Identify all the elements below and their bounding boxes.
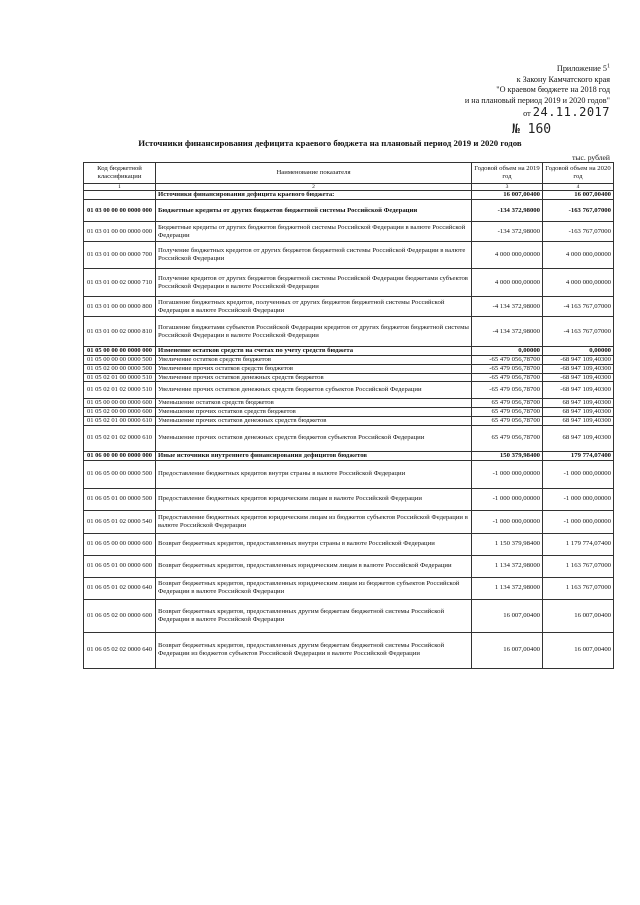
value-2020-cell: 68 947 109,40300	[543, 425, 614, 451]
budget-code-cell	[84, 191, 156, 200]
indicator-name-cell: Увеличение прочих остатков денежных средств бюджетов	[156, 373, 472, 382]
value-2020-cell: -68 947 109,40300	[543, 356, 614, 365]
value-2019-cell: 65 479 056,78700	[472, 425, 543, 451]
budget-code-cell: 01 05 02 01 02 0000 510	[84, 382, 156, 399]
table-row	[84, 200, 614, 222]
indicator-name-cell: Возврат бюджетных кредитов, предоставленных юридическим лицам из бюджетов субъектов Российской Федерации в валюте Российской Федерации	[156, 577, 472, 599]
table-row	[84, 632, 614, 668]
table-row	[84, 451, 614, 460]
value-2019-cell: -1 000 000,00000	[472, 510, 543, 533]
value-2020-cell: -68 947 109,40300	[543, 382, 614, 399]
value-2020-cell: 1 179 774,07400	[543, 533, 614, 555]
value-2019-cell: 1 150 379,98400	[472, 533, 543, 555]
value-2019-cell: 65 479 056,78700	[472, 399, 543, 408]
value-2020-cell: -68 947 109,40300	[543, 373, 614, 382]
value-2020-cell: 16 007,00400	[543, 632, 614, 668]
value-2020-cell: 68 947 109,40300	[543, 416, 614, 425]
table-row	[84, 416, 614, 425]
value-2020-cell: -163 767,07000	[543, 222, 614, 242]
value-2019-cell: 150 379,98400	[472, 451, 543, 460]
value-2020-cell: -1 000 000,00000	[543, 488, 614, 510]
indicator-name-cell: Увеличение прочих остатков денежных средств бюджетов субъектов Российской Федерации	[156, 382, 472, 399]
indicator-name-cell: Возврат бюджетных кредитов, предоставленных юридическим лицам в валюте Российской Федерации	[156, 555, 472, 577]
budget-code-cell: 01 06 05 00 00 0000 600	[84, 533, 156, 555]
budget-code-cell: 01 06 00 00 00 0000 000	[84, 451, 156, 460]
header-code: Код бюджетной классификации	[84, 163, 156, 184]
budget-code-cell: 01 05 02 01 00 0000 510	[84, 373, 156, 382]
table-row	[84, 599, 614, 632]
appendix-date-line	[465, 107, 610, 120]
value-2020-cell: 1 163 767,07000	[543, 555, 614, 577]
budget-code-cell: 01 05 02 01 02 0000 610	[84, 425, 156, 451]
value-2019-cell: 1 134 372,98000	[472, 577, 543, 599]
table-row	[84, 222, 614, 242]
budget-code-cell: 01 05 02 00 00 0000 500	[84, 364, 156, 373]
budget-code-cell: 01 03 01 00 02 0000 710	[84, 269, 156, 297]
indicator-name-cell: Предоставление бюджетных кредитов юридическим лицам из бюджетов субъектов Российской Федерации в валюте Российской Федерации	[156, 510, 472, 533]
value-2019-cell: 0,00000	[472, 347, 543, 356]
indicator-name-cell: Уменьшение прочих остатков денежных средств бюджетов субъектов Российской Федерации	[156, 425, 472, 451]
indicator-name-cell: Изменение остатков средств на счетах по учету средств бюджета	[156, 347, 472, 356]
value-2019-cell: -1 000 000,00000	[472, 488, 543, 510]
indicator-name-cell: Погашение бюджетных кредитов, полученных от других бюджетов бюджетной системы Российской Федерации в валюте Российской Федерации	[156, 297, 472, 317]
indicator-name-cell: Увеличение остатков средств бюджетов	[156, 356, 472, 365]
indicator-name-cell: Погашение бюджетами субъектов Российской Федерации кредитов от других бюджетов бюджетной системы Российской Федерации в валюте Российской Федерации	[156, 317, 472, 347]
indicator-name-cell: Уменьшение остатков средств бюджетов	[156, 399, 472, 408]
indicator-name-cell: Предоставление бюджетных кредитов внутри страны в валюте Российской Федерации	[156, 460, 472, 488]
table-row	[84, 510, 614, 533]
value-2020-cell: -163 767,07000	[543, 200, 614, 222]
budget-table	[83, 162, 614, 669]
budget-code-cell: 01 06 05 01 02 0000 640	[84, 577, 156, 599]
column-number: 1	[84, 184, 156, 191]
value-2019-cell: -134 372,98000	[472, 222, 543, 242]
value-2019-cell: 65 479 056,78700	[472, 416, 543, 425]
table-row	[84, 269, 614, 297]
budget-code-cell: 01 06 05 01 00 0000 600	[84, 555, 156, 577]
budget-code-cell: 01 05 02 01 00 0000 610	[84, 416, 156, 425]
budget-code-cell: 01 03 01 00 02 0000 810	[84, 317, 156, 347]
value-2020-cell: 4 000 000,00000	[543, 242, 614, 269]
table-row	[84, 297, 614, 317]
table-header-row	[84, 163, 614, 184]
document-number: № 160	[512, 122, 552, 137]
budget-code-cell: 01 06 05 02 00 0000 600	[84, 599, 156, 632]
value-2020-cell: 1 163 767,07000	[543, 577, 614, 599]
appendix-line-1: Приложение $5^1$	[556, 63, 610, 73]
value-2020-cell: -4 163 767,07000	[543, 297, 614, 317]
value-2019-cell: 16 007,00400	[472, 632, 543, 668]
value-2019-cell: -65 479 056,78700	[472, 356, 543, 365]
budget-code-cell: 01 06 05 00 00 0000 500	[84, 460, 156, 488]
value-2019-cell: -65 479 056,78700	[472, 373, 543, 382]
budget-code-cell: 01 05 00 00 00 0000 500	[84, 356, 156, 365]
header-2019: Годовой объем на 2019 год	[472, 163, 543, 184]
value-2019-cell: -4 134 372,98000	[472, 317, 543, 347]
indicator-name-cell: Возврат бюджетных кредитов, предоставленных внутри страны в валюте Российской Федерации	[156, 533, 472, 555]
budget-code-cell: 01 03 01 00 00 0000 800	[84, 297, 156, 317]
value-2020-cell: 16 007,00400	[543, 191, 614, 200]
table-row	[84, 425, 614, 451]
indicator-name-cell: Источники финансирования дефицита краевого бюджета:	[156, 191, 472, 200]
date-stamp: 24.11.2017	[532, 105, 610, 120]
column-number: 3	[472, 184, 543, 191]
budget-code-cell: 01 03 01 00 00 0000 000	[84, 222, 156, 242]
table-row	[84, 356, 614, 365]
column-number: 2	[156, 184, 472, 191]
value-2020-cell: -1 000 000,00000	[543, 510, 614, 533]
date-prefix: от	[523, 109, 531, 119]
budget-code-cell: 01 05 00 00 00 0000 600	[84, 399, 156, 408]
indicator-name-cell: Получение бюджетных кредитов от других бюджетов бюджетной системы Российской Федерации в валюте Российской Федерации	[156, 242, 472, 269]
budget-code-cell: 01 06 05 02 02 0000 640	[84, 632, 156, 668]
indicator-name-cell: Уменьшение прочих остатков средств бюджетов	[156, 408, 472, 417]
value-2019-cell: -134 372,98000	[472, 200, 543, 222]
table-row	[84, 408, 614, 417]
value-2020-cell: 4 000 000,00000	[543, 269, 614, 297]
column-number-row	[84, 184, 614, 191]
value-2020-cell: 179 774,07400	[543, 451, 614, 460]
value-2020-cell: 68 947 109,40300	[543, 399, 614, 408]
indicator-name-cell: Возврат бюджетных кредитов, предоставленных другим бюджетам бюджетной системы Российской Федерации в валюте Российской Федерации	[156, 599, 472, 632]
appendix-line-4: и на плановый период 2019 и 2020 годов"	[464, 95, 610, 105]
appendix-header	[465, 64, 610, 120]
value-2020-cell: 0,00000	[543, 347, 614, 356]
value-2020-cell: -4 163 767,07000	[543, 317, 614, 347]
indicator-name-cell: Уменьшение прочих остатков денежных средств бюджетов	[156, 416, 472, 425]
table-row	[84, 347, 614, 356]
budget-code-cell: 01 06 05 01 00 0000 500	[84, 488, 156, 510]
table-row	[84, 577, 614, 599]
value-2019-cell: 4 000 000,00000	[472, 269, 543, 297]
indicator-name-cell: Возврат бюджетных кредитов, предоставленных другим бюджетам бюджетной системы Российской Федерации из бюджетов субъектов Российской Федерации в валюте Российской Федерации	[156, 632, 472, 668]
table-row	[84, 373, 614, 382]
table-row	[84, 364, 614, 373]
table-row	[84, 242, 614, 269]
indicator-name-cell: Увеличение прочих остатков средств бюджетов	[156, 364, 472, 373]
value-2020-cell: 16 007,00400	[543, 599, 614, 632]
column-number: 4	[543, 184, 614, 191]
table-row	[84, 460, 614, 488]
value-2019-cell: -65 479 056,78700	[472, 382, 543, 399]
table-row	[84, 555, 614, 577]
value-2020-cell: -1 000 000,00000	[543, 460, 614, 488]
table-row	[84, 488, 614, 510]
value-2019-cell: -1 000 000,00000	[472, 460, 543, 488]
budget-code-cell: 01 05 02 00 00 0000 600	[84, 408, 156, 417]
table-row	[84, 382, 614, 399]
document-title: Источники финансирования дефицита краевого бюджета на плановый период 2019 и 2020 годов	[138, 138, 522, 148]
table-body	[84, 191, 614, 669]
value-2019-cell: 1 134 372,98000	[472, 555, 543, 577]
indicator-name-cell: Иные источники внутреннего финансирования дефицитов бюджетов	[156, 451, 472, 460]
budget-code-cell: 01 03 01 00 00 0000 700	[84, 242, 156, 269]
budget-code-cell: 01 05 00 00 00 0000 000	[84, 347, 156, 356]
appendix-superscript: 1	[607, 63, 610, 70]
appendix-line-2: к Закону Камчатского края	[516, 74, 610, 84]
header-name: Наименование показателя	[156, 163, 472, 184]
budget-code-cell: 01 03 00 00 00 0000 000	[84, 200, 156, 222]
indicator-name-cell: Предоставление бюджетных кредитов юридическим лицам в валюте Российской Федерации	[156, 488, 472, 510]
value-2019-cell: -4 134 372,98000	[472, 297, 543, 317]
table-row	[84, 191, 614, 200]
value-2019-cell: 4 000 000,00000	[472, 242, 543, 269]
units-label: тыс. рублей	[572, 153, 610, 162]
table-row	[84, 399, 614, 408]
value-2020-cell: 68 947 109,40300	[543, 408, 614, 417]
indicator-name-cell: Получение кредитов от других бюджетов бюджетной системы Российской Федерации бюджетами субъектов Российской Федерации в валюте Российской Федерации	[156, 269, 472, 297]
value-2019-cell: 65 479 056,78700	[472, 408, 543, 417]
value-2019-cell: -65 479 056,78700	[472, 364, 543, 373]
indicator-name-cell: Бюджетные кредиты от других бюджетов бюджетной системы Российской Федерации	[156, 200, 472, 222]
value-2019-cell: 16 007,00400	[472, 599, 543, 632]
value-2019-cell: 16 007,00400	[472, 191, 543, 200]
table-row	[84, 317, 614, 347]
table-row	[84, 533, 614, 555]
value-2020-cell: -68 947 109,40300	[543, 364, 614, 373]
indicator-name-cell: Бюджетные кредиты от других бюджетов бюджетной системы Российской Федерации в валюте Российской Федерации	[156, 222, 472, 242]
appendix-line-3: "О краевом бюджете на 2018 год	[496, 85, 610, 95]
header-2020: Годовой объем на 2020 год	[543, 163, 614, 184]
budget-code-cell: 01 06 05 01 02 0000 540	[84, 510, 156, 533]
